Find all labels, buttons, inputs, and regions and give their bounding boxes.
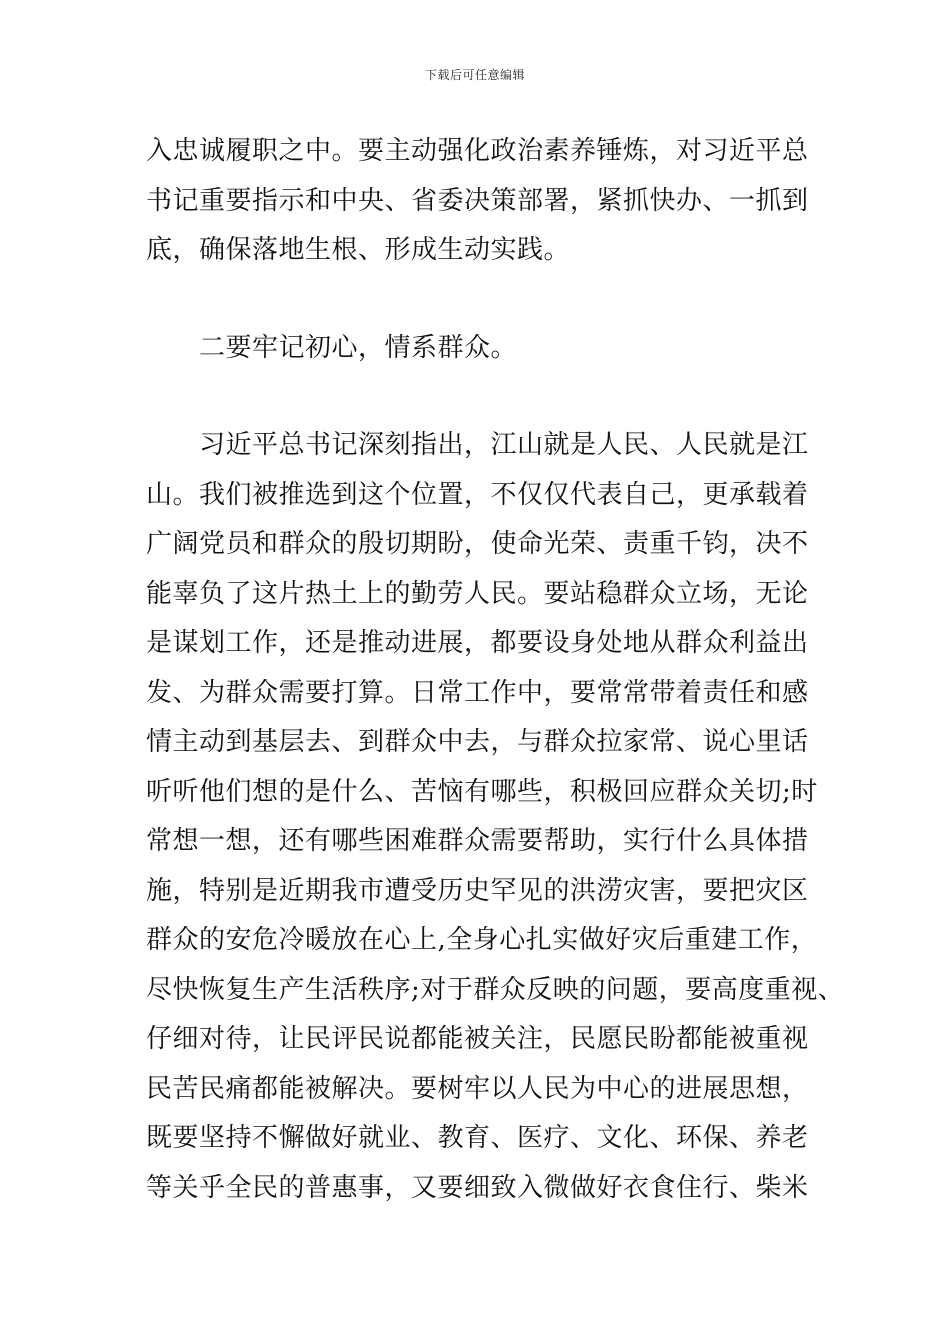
text-line: 底，确保落地生根、形成生动实践。 — [146, 235, 571, 265]
text-line: 书记重要指示和中央、省委决策部署，紧抓快办、一抓到 — [146, 185, 809, 216]
text-line: 发、为群众需要打算。日常工作中，要常常带着责任和感 — [146, 677, 809, 708]
document-body — [146, 127, 845, 1213]
text-line: 情主动到基层去、到群众中去，与群众拉家常、说心里话 — [146, 727, 809, 757]
paragraph-2 — [146, 421, 845, 1213]
paragraph-1 — [146, 127, 826, 276]
section-heading: 二要牢记初心，情系群众。 — [146, 332, 518, 363]
text-line: 施，特别是近期我市遭受历史罕见的洪涝灾害，要把灾区 — [146, 875, 809, 906]
header-note: 下载后可任意编辑 — [424, 68, 525, 82]
text-line: 广阔党员和群众的殷切期盼，使命光荣、责重千钧，决不 — [146, 529, 809, 559]
paragraph-gap — [146, 373, 826, 421]
text-line: 听听他们想的是什么、苦恼有哪些，积极回应群众关切;时 — [146, 776, 818, 807]
text-line: 仔细对待，让民评民说都能被关注，民愿民盼都能被重视 — [146, 1024, 809, 1054]
text-line: 习近平总书记深刻指出，江山就是人民、人民就是江 — [146, 430, 809, 460]
text-line: 等关乎全民的普惠事，又要细致入微做好衣食住行、柴米 — [146, 1172, 809, 1203]
text-line: 常想一想，还有哪些困难群众需要帮助，实行什么具体措 — [146, 826, 809, 856]
text-line: 是谋划工作，还是推动进展，都要设身处地从群众利益出 — [146, 628, 809, 658]
text-line: 能辜负了这片热土上的勤劳人民。要站稳群众立场，无论 — [146, 578, 809, 609]
text-line: 既要坚持不懈做好就业、教育、医疗、文化、环保、养老 — [146, 1123, 809, 1153]
text-line: 山。我们被推选到这个位置，不仅仅代表自己，更承载着 — [146, 479, 809, 510]
text-line: 民苦民痛都能被解决。要树牢以人民为中心的进展思想， — [146, 1073, 809, 1104]
text-line: 尽快恢复生产生活秩序;对于群众反映的问题，要高度重视、 — [146, 974, 845, 1005]
paragraph-gap — [146, 276, 826, 324]
text-line: 入忠诚履职之中。要主动强化政治素养锤炼，对习近平总 — [146, 136, 809, 166]
text-line: 群众的安危冷暖放在心上,全身心扎实做好灾后重建工作， — [146, 925, 818, 955]
